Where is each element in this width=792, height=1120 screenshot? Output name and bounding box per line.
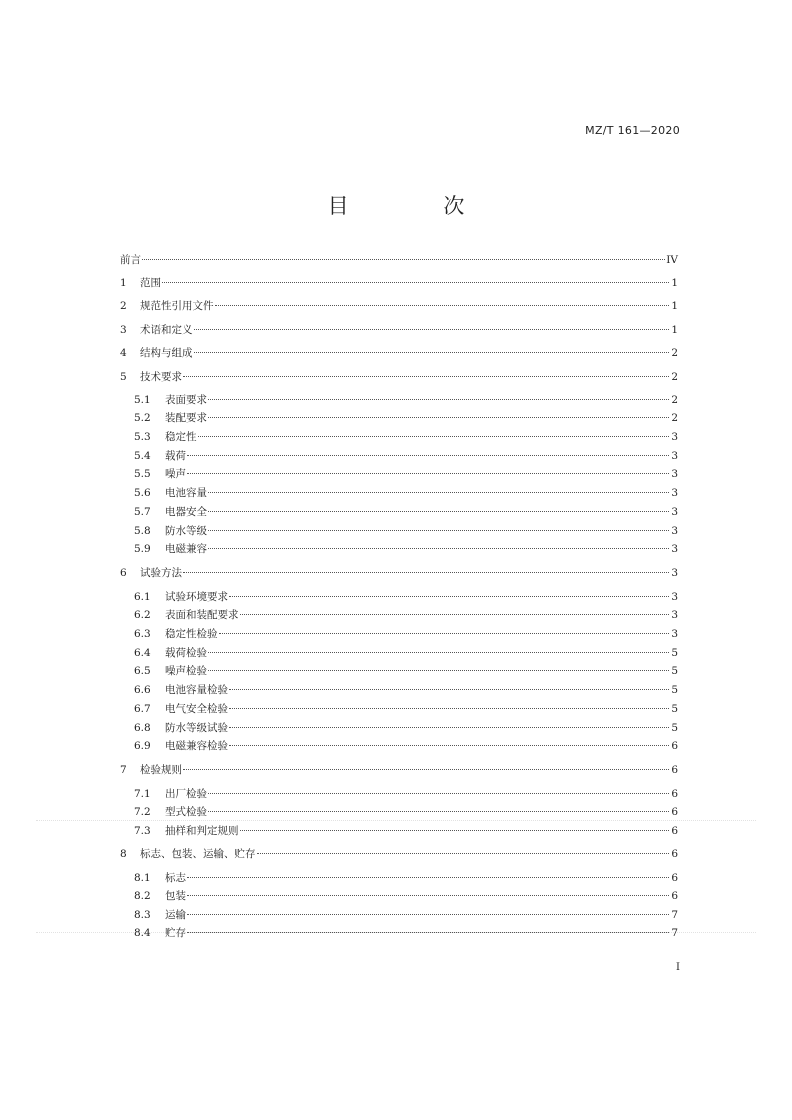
dot-leader	[183, 769, 669, 770]
toc-entry-page: 6	[671, 890, 678, 902]
dot-leader	[229, 727, 669, 728]
toc-entry-page: 5	[671, 703, 678, 715]
toc-entry[interactable]	[134, 682, 678, 698]
toc-entry-label: 电器安全	[165, 506, 207, 518]
toc-entry-number: 4	[120, 347, 127, 359]
toc-entry-page: 3	[671, 543, 678, 555]
toc-entry-label: 范围	[140, 277, 161, 289]
toc-entry[interactable]	[134, 410, 678, 426]
toc-entry-label: 载荷检验	[165, 647, 207, 659]
toc-entry-label: 表面和装配要求	[165, 609, 239, 621]
toc-entry-page: 3	[671, 450, 678, 462]
toc-entry-number: 7.3	[134, 825, 151, 837]
toc-entry[interactable]	[134, 466, 678, 482]
toc-entry[interactable]	[134, 786, 678, 802]
dot-leader	[240, 830, 670, 831]
toc-entry-label: 运输	[165, 909, 186, 921]
toc-entry-label: 电气安全检验	[165, 703, 228, 715]
toc-entry-number: 6.2	[134, 609, 151, 621]
toc-entry-page: 5	[671, 647, 678, 659]
dot-leader	[162, 282, 669, 283]
toc-entry-page: 2	[671, 371, 678, 383]
toc-entry[interactable]	[134, 720, 678, 736]
toc-entry-page: 2	[671, 347, 678, 359]
toc-entry-number: 8.1	[134, 872, 151, 884]
toc-entry-number: 6.8	[134, 722, 151, 734]
toc-entry[interactable]	[134, 738, 678, 754]
toc-entry-number: 6	[120, 567, 127, 579]
toc-entry-page: 3	[671, 506, 678, 518]
toc-entry-page: 6	[671, 740, 678, 752]
toc-entry[interactable]	[134, 907, 678, 923]
toc-entry-page: 5	[671, 684, 678, 696]
dot-leader	[194, 352, 670, 353]
dot-leader	[229, 745, 669, 746]
toc-entry-number: 7.1	[134, 788, 151, 800]
dot-leader	[208, 811, 669, 812]
toc-entry-number: 8.2	[134, 890, 151, 902]
dot-leader	[208, 793, 669, 794]
toc-entry[interactable]	[120, 275, 678, 291]
toc-entry-label: 电池容量	[165, 487, 207, 499]
page-title: 目 次	[327, 194, 509, 218]
toc-entry-label: 电磁兼容	[165, 543, 207, 555]
toc-entry-page: 2	[671, 412, 678, 424]
toc-entry-label: 技术要求	[140, 371, 182, 383]
standard-code: MZ/T 161—2020	[585, 124, 680, 137]
toc-entry-label: 标志、包装、运输、贮存	[140, 848, 256, 860]
toc-entry-label: 电磁兼容检验	[165, 740, 228, 752]
toc-entry-number: 5.7	[134, 506, 151, 518]
toc-entry[interactable]	[134, 607, 678, 623]
toc-entry-number: 8	[120, 848, 127, 860]
toc-entry-label: 贮存	[165, 927, 186, 939]
toc-entry[interactable]	[134, 504, 678, 520]
toc-entry-label: 包装	[165, 890, 186, 902]
page-folio: I	[676, 962, 680, 973]
toc-entry-number: 6.6	[134, 684, 151, 696]
dot-leader	[142, 259, 665, 260]
toc-entry-page: 3	[671, 628, 678, 640]
dot-leader	[198, 436, 670, 437]
toc-entry[interactable]	[134, 429, 678, 445]
toc-entry-label: 前言	[120, 254, 141, 266]
toc-entry[interactable]	[134, 804, 678, 820]
toc-entry-page: 6	[671, 872, 678, 884]
toc-entry-label: 噪声	[165, 468, 186, 480]
toc-entry-label: 电池容量检验	[165, 684, 228, 696]
toc-entry-label: 稳定性检验	[165, 628, 218, 640]
toc-entry-label: 检验规则	[140, 764, 182, 776]
toc-entry-label: 噪声检验	[165, 665, 207, 677]
toc-entry-number: 5.3	[134, 431, 151, 443]
toc-entry-page: 3	[671, 431, 678, 443]
dot-leader	[208, 652, 669, 653]
dot-leader	[208, 399, 669, 400]
toc-entry-number: 6.4	[134, 647, 151, 659]
toc-entry-page: 5	[671, 722, 678, 734]
toc-entry-number: 5.4	[134, 450, 151, 462]
toc-entry-label: 抽样和判定规则	[165, 825, 239, 837]
dot-leader	[257, 853, 670, 854]
toc-entry-number: 8.4	[134, 927, 151, 939]
toc-entry-page: 6	[671, 806, 678, 818]
toc-entry-label: 型式检验	[165, 806, 207, 818]
dot-leader	[208, 511, 669, 512]
toc-entry-number: 5.1	[134, 394, 151, 406]
toc-entry-number: 6.1	[134, 591, 151, 603]
dot-leader	[183, 572, 669, 573]
toc-entry[interactable]	[134, 823, 678, 839]
toc-entry[interactable]	[134, 589, 678, 605]
toc-entry[interactable]	[134, 701, 678, 717]
toc-entry[interactable]	[120, 322, 678, 338]
toc-entry-number: 6.5	[134, 665, 151, 677]
toc-entry-page: 3	[671, 591, 678, 603]
toc-entry-label: 防水等级试验	[165, 722, 228, 734]
toc-entry[interactable]	[134, 541, 678, 557]
dot-leader	[219, 633, 670, 634]
dot-leader	[229, 596, 669, 597]
toc-entry-page: 3	[671, 609, 678, 621]
dot-leader	[183, 376, 669, 377]
toc-entry-number: 5.6	[134, 487, 151, 499]
toc-entry-label: 标志	[165, 872, 186, 884]
toc-entry-label: 防水等级	[165, 525, 207, 537]
toc-entry[interactable]	[134, 645, 678, 661]
faint-divider	[36, 820, 756, 821]
toc-entry-page: 3	[671, 525, 678, 537]
toc-entry-label: 稳定性	[165, 431, 197, 443]
toc-entry-page: 6	[671, 848, 678, 860]
toc-entry[interactable]	[134, 485, 678, 501]
toc-entry-number: 5.2	[134, 412, 151, 424]
toc-entry-label: 装配要求	[165, 412, 207, 424]
toc-entry-page: 1	[671, 300, 678, 312]
toc-entry[interactable]	[134, 523, 678, 539]
toc-entry-label: 出厂检验	[165, 788, 207, 800]
dot-leader	[229, 708, 669, 709]
toc-entry[interactable]	[134, 448, 678, 464]
toc-entry-page: 7	[671, 927, 678, 939]
toc-entry-number: 6.7	[134, 703, 151, 715]
toc-entry-label: 结构与组成	[140, 347, 193, 359]
dot-leader	[187, 473, 669, 474]
toc-entry[interactable]	[134, 925, 678, 941]
dot-leader	[187, 932, 669, 933]
dot-leader	[208, 530, 669, 531]
toc-entry-number: 5	[120, 371, 127, 383]
toc-entry-label: 术语和定义	[140, 324, 193, 336]
toc-entry[interactable]	[134, 392, 678, 408]
dot-leader	[208, 670, 669, 671]
toc-entry-page: 6	[671, 825, 678, 837]
dot-leader	[194, 329, 670, 330]
toc-entry-number: 5.5	[134, 468, 151, 480]
toc-entry-page: 1	[671, 324, 678, 336]
toc-entry[interactable]	[120, 298, 678, 314]
toc-entry-page: IV	[666, 254, 678, 266]
toc-entry-number: 3	[120, 324, 127, 336]
dot-leader	[240, 614, 670, 615]
toc-entry-number: 1	[120, 277, 127, 289]
dot-leader	[208, 417, 669, 418]
toc-entry[interactable]	[120, 369, 678, 385]
dot-leader	[187, 914, 669, 915]
toc-entry[interactable]	[134, 626, 678, 642]
toc-entry-label: 试验环境要求	[165, 591, 228, 603]
toc-entry-number: 6.3	[134, 628, 151, 640]
toc-entry-label: 规范性引用文件	[140, 300, 214, 312]
dot-leader	[229, 689, 669, 690]
toc-entry-page: 7	[671, 909, 678, 921]
dot-leader	[208, 492, 669, 493]
toc-entry-number: 7.2	[134, 806, 151, 818]
dot-leader	[215, 305, 670, 306]
toc-entry-page: 6	[671, 764, 678, 776]
toc-entry[interactable]	[120, 762, 678, 778]
toc-entry-number: 2	[120, 300, 127, 312]
toc-entry[interactable]	[120, 345, 678, 361]
toc-entry-page: 3	[671, 487, 678, 499]
toc-entry[interactable]	[134, 888, 678, 904]
toc-entry[interactable]	[120, 565, 678, 581]
toc-entry[interactable]	[134, 870, 678, 886]
dot-leader	[187, 877, 669, 878]
toc-entry-page: 5	[671, 665, 678, 677]
toc-entry-page: 3	[671, 567, 678, 579]
toc-entry-page: 2	[671, 394, 678, 406]
toc-entry-label: 试验方法	[140, 567, 182, 579]
toc-entry-number: 5.8	[134, 525, 151, 537]
toc-entry[interactable]	[134, 663, 678, 679]
toc-entry-number: 5.9	[134, 543, 151, 555]
dot-leader	[187, 455, 669, 456]
toc-entry-page: 1	[671, 277, 678, 289]
toc-entry-number: 6.9	[134, 740, 151, 752]
dot-leader	[208, 548, 669, 549]
toc-entry[interactable]	[120, 252, 678, 268]
toc-entry-number: 8.3	[134, 909, 151, 921]
toc-entry[interactable]	[120, 846, 678, 862]
toc-entry-page: 3	[671, 468, 678, 480]
toc-entry-label: 载荷	[165, 450, 186, 462]
toc-entry-page: 6	[671, 788, 678, 800]
toc-entry-number: 7	[120, 764, 127, 776]
toc-entry-label: 表面要求	[165, 394, 207, 406]
dot-leader	[187, 895, 669, 896]
